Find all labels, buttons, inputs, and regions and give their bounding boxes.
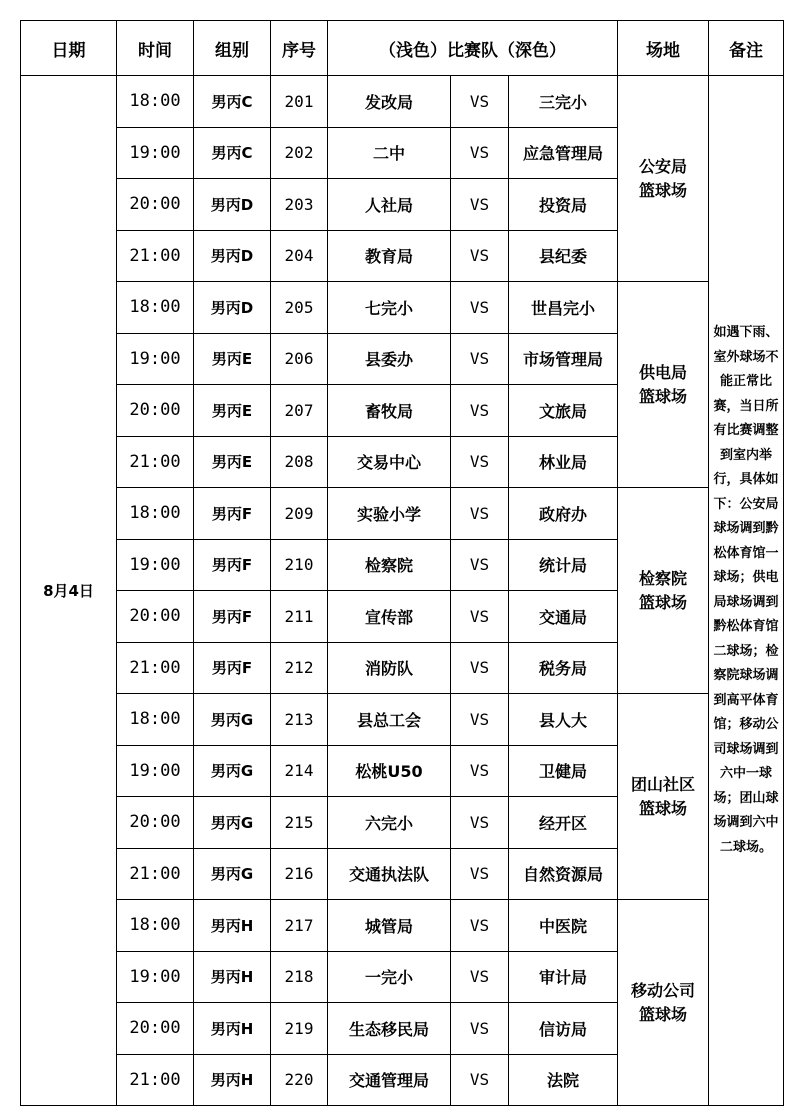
seq-cell: 204 [271, 230, 328, 282]
group-cell: 男丙F [194, 488, 271, 540]
schedule-table [20, 20, 784, 1106]
home-team-cell: 交通管理局 [328, 1054, 451, 1106]
seq-cell: 207 [271, 385, 328, 437]
home-team-cell: 检察院 [328, 539, 451, 591]
away-team-cell: 三完小 [509, 76, 618, 128]
away-team-cell: 审计局 [509, 951, 618, 1003]
vs-cell: VS [451, 1054, 509, 1106]
away-team-cell: 经开区 [509, 797, 618, 849]
time-cell: 19:00 [117, 745, 194, 797]
seq-cell: 220 [271, 1054, 328, 1106]
venue-name: 团山社区 [631, 774, 696, 794]
away-team-cell: 自然资源局 [509, 848, 618, 900]
vs-cell: VS [451, 436, 509, 488]
header-time: 时间 [117, 21, 194, 76]
group-cell: 男丙G [194, 694, 271, 746]
home-team-cell: 交通执法队 [328, 848, 451, 900]
away-team-cell: 县人大 [509, 694, 618, 746]
vs-cell: VS [451, 642, 509, 694]
time-cell: 21:00 [117, 848, 194, 900]
seq-cell: 214 [271, 745, 328, 797]
time-cell: 21:00 [117, 1054, 194, 1106]
away-team-cell: 林业局 [509, 436, 618, 488]
time-cell: 18:00 [117, 76, 194, 128]
away-team-cell: 税务局 [509, 642, 618, 694]
away-team-cell: 文旅局 [509, 385, 618, 437]
group-cell: 男丙D [194, 282, 271, 334]
header-teams: （浅色）比赛队（深色） [328, 21, 618, 76]
away-team-cell: 市场管理局 [509, 333, 618, 385]
venue-name: 移动公司 [631, 980, 696, 1000]
time-cell: 19:00 [117, 539, 194, 591]
seq-cell: 209 [271, 488, 328, 540]
home-team-cell: 宣传部 [328, 591, 451, 643]
venue-name: 检察院 [639, 568, 688, 588]
away-team-cell: 信访局 [509, 1003, 618, 1055]
home-team-cell: 七完小 [328, 282, 451, 334]
group-cell: 男丙F [194, 642, 271, 694]
home-team-cell: 六完小 [328, 797, 451, 849]
venue-type: 篮球场 [639, 386, 688, 406]
vs-cell: VS [451, 230, 509, 282]
away-team-cell: 应急管理局 [509, 127, 618, 179]
venue-type: 篮球场 [639, 592, 688, 612]
vs-cell: VS [451, 488, 509, 540]
home-team-cell: 实验小学 [328, 488, 451, 540]
vs-cell: VS [451, 539, 509, 591]
seq-cell: 201 [271, 76, 328, 128]
vs-cell: VS [451, 951, 509, 1003]
group-cell: 男丙H [194, 951, 271, 1003]
group-cell: 男丙C [194, 76, 271, 128]
away-team-cell: 世昌完小 [509, 282, 618, 334]
away-team-cell: 县纪委 [509, 230, 618, 282]
vs-cell: VS [451, 745, 509, 797]
table-row [21, 488, 784, 540]
seq-cell: 218 [271, 951, 328, 1003]
venue-type: 篮球场 [639, 1004, 688, 1024]
vs-cell: VS [451, 900, 509, 952]
time-cell: 18:00 [117, 694, 194, 746]
seq-cell: 215 [271, 797, 328, 849]
vs-cell: VS [451, 179, 509, 231]
table-row [21, 282, 784, 334]
seq-cell: 211 [271, 591, 328, 643]
table-row [21, 76, 784, 128]
seq-cell: 206 [271, 333, 328, 385]
seq-cell: 219 [271, 1003, 328, 1055]
group-cell: 男丙C [194, 127, 271, 179]
seq-cell: 210 [271, 539, 328, 591]
vs-cell: VS [451, 797, 509, 849]
group-cell: 男丙G [194, 745, 271, 797]
time-cell: 20:00 [117, 385, 194, 437]
away-team-cell: 交通局 [509, 591, 618, 643]
home-team-cell: 城管局 [328, 900, 451, 952]
home-team-cell: 人社局 [328, 179, 451, 231]
home-team-cell: 生态移民局 [328, 1003, 451, 1055]
group-cell: 男丙H [194, 1003, 271, 1055]
seq-cell: 202 [271, 127, 328, 179]
time-cell: 18:00 [117, 900, 194, 952]
vs-cell: VS [451, 848, 509, 900]
group-cell: 男丙F [194, 539, 271, 591]
time-cell: 21:00 [117, 230, 194, 282]
seq-cell: 216 [271, 848, 328, 900]
time-cell: 20:00 [117, 797, 194, 849]
group-cell: 男丙E [194, 385, 271, 437]
venue-type: 篮球场 [639, 180, 688, 200]
time-cell: 20:00 [117, 179, 194, 231]
group-cell: 男丙E [194, 333, 271, 385]
note-cell [709, 76, 784, 1106]
time-cell: 20:00 [117, 591, 194, 643]
away-team-cell: 法院 [509, 1054, 618, 1106]
seq-cell: 212 [271, 642, 328, 694]
away-team-cell: 统计局 [509, 539, 618, 591]
header-group: 组别 [194, 21, 271, 76]
away-team-cell: 政府办 [509, 488, 618, 540]
time-cell: 18:00 [117, 282, 194, 334]
time-cell: 19:00 [117, 127, 194, 179]
group-cell: 男丙F [194, 591, 271, 643]
vs-cell: VS [451, 76, 509, 128]
venue-cell [618, 488, 709, 694]
home-team-cell: 教育局 [328, 230, 451, 282]
vs-cell: VS [451, 127, 509, 179]
seq-cell: 205 [271, 282, 328, 334]
time-cell: 20:00 [117, 1003, 194, 1055]
venue-cell [618, 282, 709, 488]
seq-cell: 208 [271, 436, 328, 488]
group-cell: 男丙H [194, 1054, 271, 1106]
venue-name: 供电局 [639, 362, 688, 382]
group-cell: 男丙D [194, 179, 271, 231]
seq-cell: 203 [271, 179, 328, 231]
home-team-cell: 消防队 [328, 642, 451, 694]
venue-type: 篮球场 [639, 798, 688, 818]
home-team-cell: 畜牧局 [328, 385, 451, 437]
home-team-cell: 一完小 [328, 951, 451, 1003]
header-venue: 场地 [618, 21, 709, 76]
venue-cell [618, 694, 709, 900]
table-row [21, 900, 784, 952]
home-team-cell: 发改局 [328, 76, 451, 128]
vs-cell: VS [451, 1003, 509, 1055]
time-cell: 21:00 [117, 436, 194, 488]
vs-cell: VS [451, 333, 509, 385]
header-note: 备注 [709, 21, 784, 76]
time-cell: 19:00 [117, 333, 194, 385]
home-team-cell: 二中 [328, 127, 451, 179]
header-date: 日期 [21, 21, 117, 76]
vs-cell: VS [451, 694, 509, 746]
table-row [21, 694, 784, 746]
group-cell: 男丙E [194, 436, 271, 488]
vs-cell: VS [451, 385, 509, 437]
group-cell: 男丙G [194, 848, 271, 900]
seq-cell: 213 [271, 694, 328, 746]
group-cell: 男丙H [194, 900, 271, 952]
group-cell: 男丙G [194, 797, 271, 849]
header-seq: 序号 [271, 21, 328, 76]
group-cell: 男丙D [194, 230, 271, 282]
away-team-cell: 投资局 [509, 179, 618, 231]
time-cell: 18:00 [117, 488, 194, 540]
home-team-cell: 县总工会 [328, 694, 451, 746]
home-team-cell: 县委办 [328, 333, 451, 385]
venue-cell [618, 76, 709, 282]
header-row [21, 21, 784, 76]
vs-cell: VS [451, 591, 509, 643]
note-text: 如遇下雨、室外球场不能正常比赛，当日所有比赛调整到室内举行，具体如下：公安局球场调到黔松体育馆一球场；供电局球场调到黔松体育馆二球场；检察院球场调到高平体育馆；移动公司球场调到六中一球场；团山球场调到六中二球场。 [713, 325, 779, 855]
venue-cell [618, 900, 709, 1106]
seq-cell: 217 [271, 900, 328, 952]
time-cell: 21:00 [117, 642, 194, 694]
away-team-cell: 卫健局 [509, 745, 618, 797]
vs-cell: VS [451, 282, 509, 334]
time-cell: 19:00 [117, 951, 194, 1003]
away-team-cell: 中医院 [509, 900, 618, 952]
venue-name: 公安局 [639, 156, 688, 176]
date-cell: 8月4日 [21, 76, 117, 1106]
home-team-cell: 松桃U50 [328, 745, 451, 797]
home-team-cell: 交易中心 [328, 436, 451, 488]
